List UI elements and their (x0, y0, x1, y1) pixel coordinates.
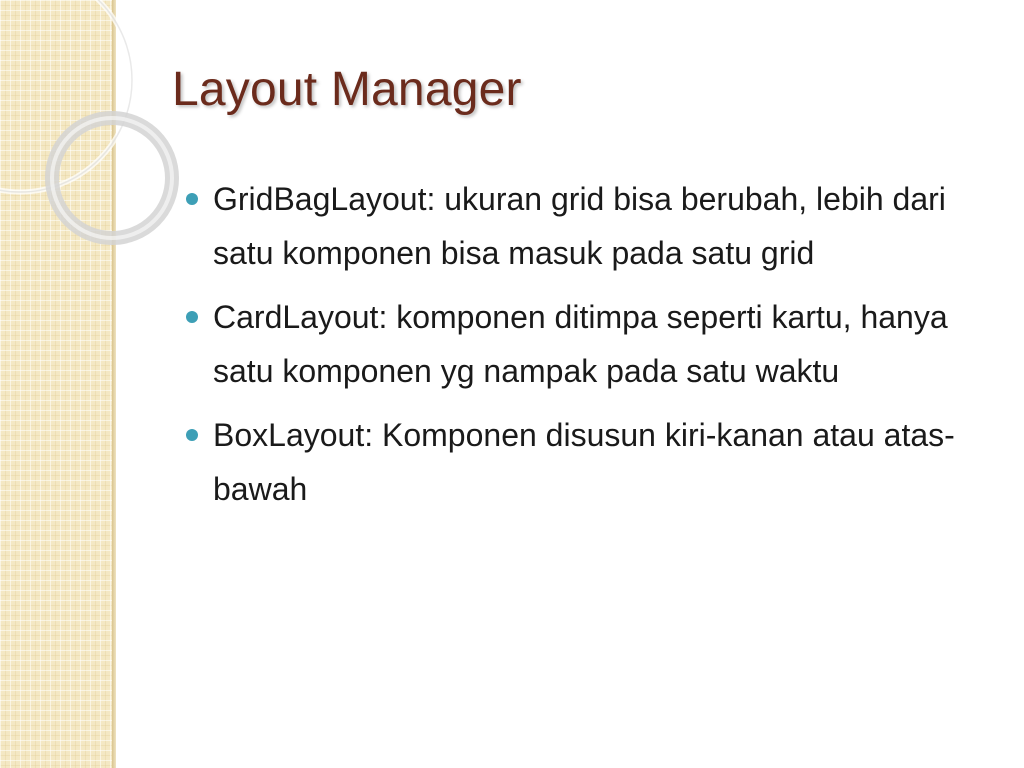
decorative-ring-large (0, 0, 132, 192)
bullet-text: CardLayout: komponen ditimpa seperti kartu, hanya satu komponen yg nampak pada satu waktu (213, 299, 948, 389)
bullet-text: BoxLayout: Komponen disusun kiri-kanan atau atas-bawah (213, 417, 955, 507)
bullet-marker-icon (186, 429, 198, 441)
bullet-item-boxlayout (186, 408, 1006, 516)
bullet-list (186, 172, 1006, 526)
bullet-marker-icon (186, 311, 198, 323)
bullet-item-gridbaglayout (186, 172, 1006, 280)
bullet-text: GridBagLayout: ukuran grid bisa berubah, lebih dari satu komponen bisa masuk pada satu grid (213, 181, 946, 271)
bullet-marker-icon (186, 193, 198, 205)
slide-title: Layout Manager (172, 63, 522, 116)
decorative-ring-large-shade (0, 0, 132, 192)
bullet-item-cardlayout (186, 290, 1006, 398)
